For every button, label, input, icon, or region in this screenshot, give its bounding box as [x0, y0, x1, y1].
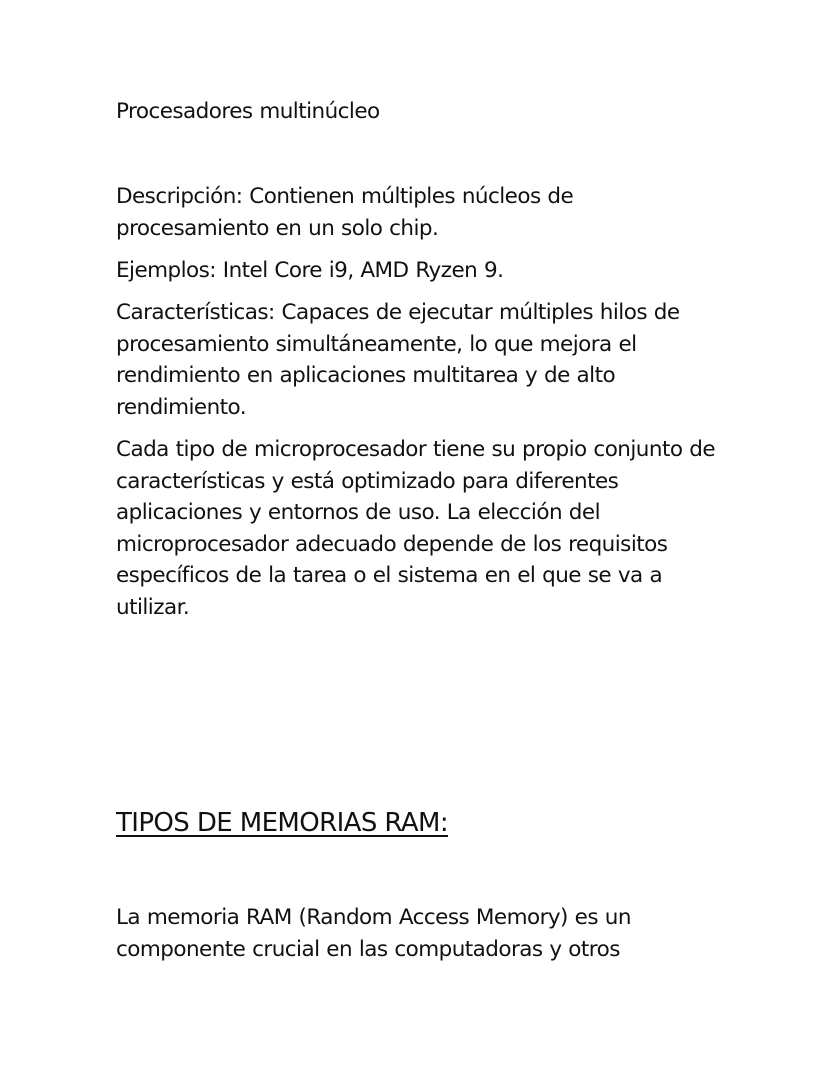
features-paragraph: Características: Capaces de ejecutar múltiples hilos de procesamiento simultáneamente, lo que mejora el rendimiento en aplicaciones multitarea y de alto rendimiento.: [116, 300, 680, 420]
ram-intro-paragraph: La memoria RAM (Random Access Memory) es un componente crucial en las computadoras y otros: [116, 905, 631, 962]
section-subtitle: Procesadores multinúcleo: [116, 99, 380, 124]
conclusion-paragraph: Cada tipo de microprocesador tiene su propio conjunto de características y está optimizado para diferentes aplicaciones y entornos de uso. La elección del microprocesador adecuado depende de los requisitos específicos de la tarea o el sistema en el que se va a utilizar.: [116, 437, 715, 620]
examples-paragraph: Ejemplos: Intel Core i9, AMD Ryzen 9.: [116, 258, 504, 283]
section-heading: TIPOS DE MEMORIAS RAM:: [116, 808, 449, 838]
description-paragraph: Descripción: Contienen múltiples núcleos de procesamiento en un solo chip.: [116, 184, 574, 241]
